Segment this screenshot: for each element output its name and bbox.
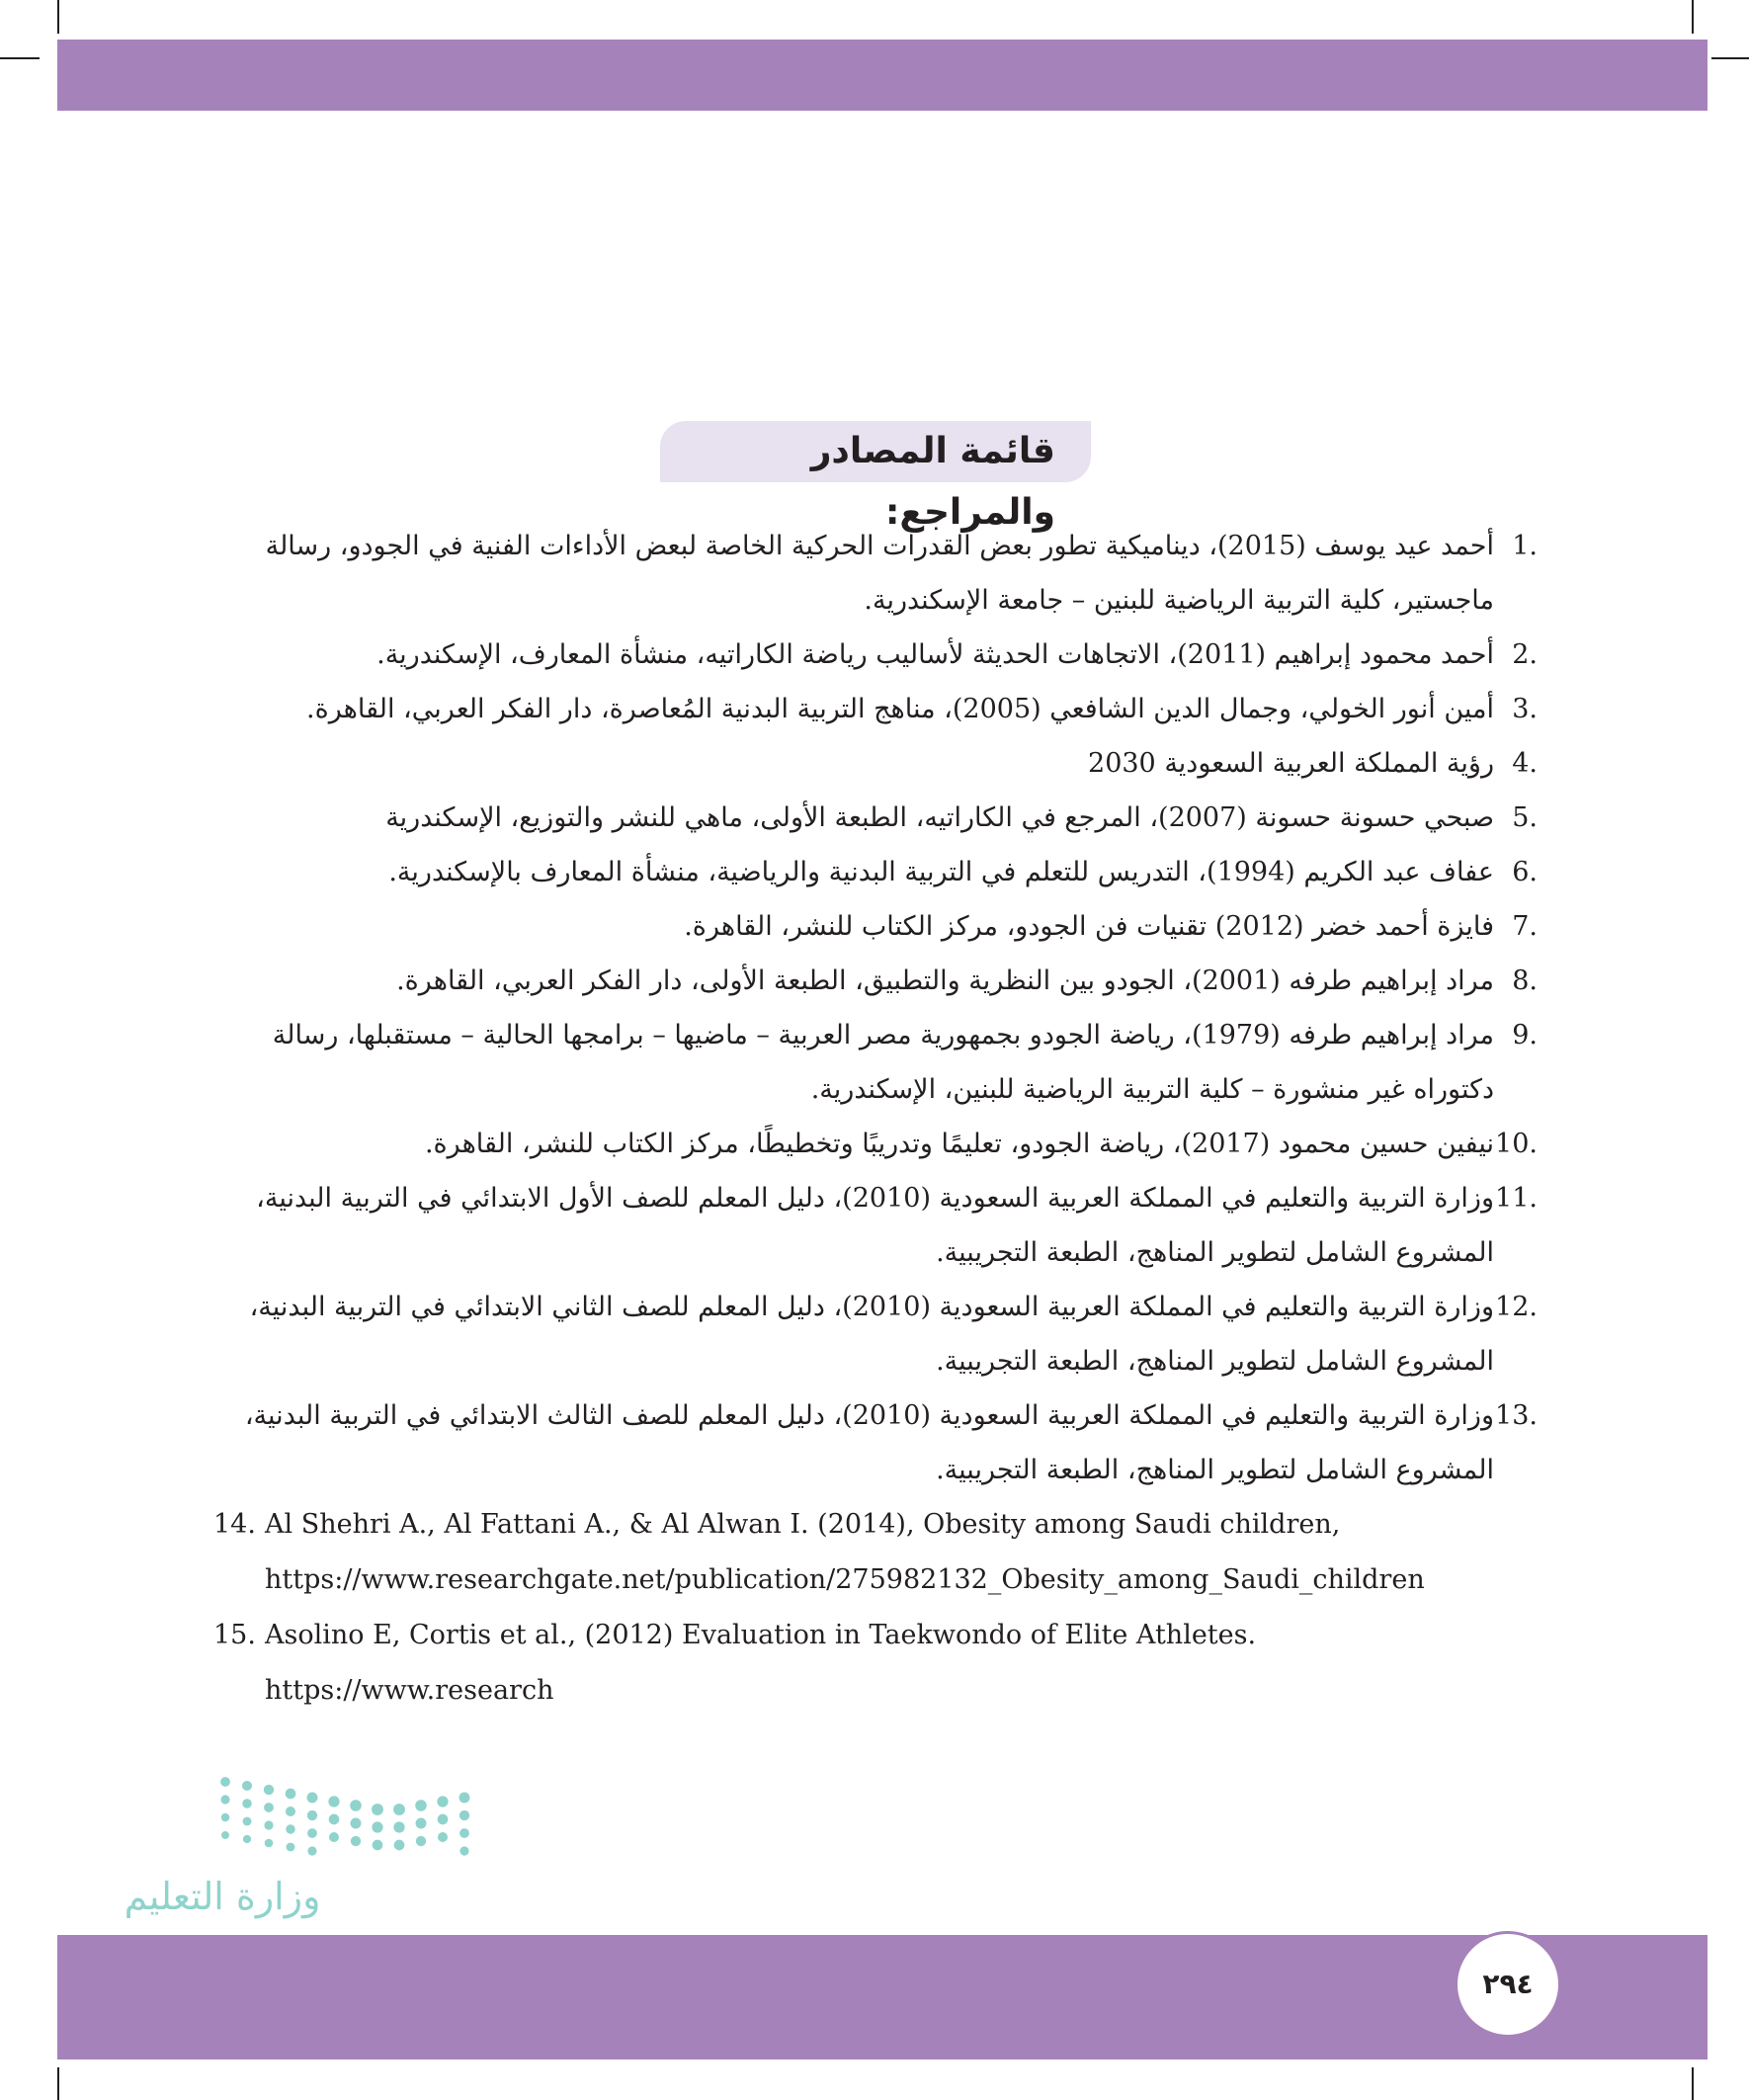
reference-text: مراد إبراهيم طرفه (2001)، الجودو بين النظرية والتطبيق، الطبعة الأولى، دار الفكر العربي، القاهرة. — [396, 966, 1494, 996]
logo-dot — [243, 1817, 252, 1826]
logo-dot — [286, 1806, 295, 1816]
logo-dot — [221, 1831, 229, 1839]
logo-dot — [264, 1803, 274, 1812]
reference-text: نيفين حسين محمود (2017)، رياضة الجودو، تعليمًا وتدريبًا وتخطيطًا، مركز الكتاب للنشر، القاهرة. — [424, 1129, 1494, 1159]
logo-dot — [264, 1820, 273, 1829]
logo-dot — [459, 1828, 469, 1838]
top-header-band — [57, 40, 1707, 111]
page-number: ٢٩٤ — [1482, 1968, 1534, 2000]
reference-text: فايزة أحمد خضر (2012) تقنيات فن الجودو، مركز الكتاب للنشر، القاهرة. — [684, 911, 1494, 942]
reference-item — [213, 1608, 1538, 1719]
reference-text: أحمد محمود إبراهيم (2011)، الاتجاهات الحديثة لأساليب رياضة الكاراتيه، منشأة المعارف، الإسكندرية. — [376, 639, 1494, 670]
reference-item — [213, 791, 1538, 845]
logo-dot — [307, 1810, 317, 1820]
reference-item — [213, 519, 1538, 628]
reference-number: 13. — [1495, 1400, 1538, 1431]
logo-dot — [221, 1813, 230, 1822]
reference-item — [213, 845, 1538, 899]
logo-dot — [350, 1800, 362, 1811]
logo-dot — [307, 1793, 318, 1804]
reference-number: 3. — [1512, 694, 1538, 724]
crop-mark-top-left-v — [57, 0, 59, 34]
reference-number: 4. — [1512, 748, 1538, 779]
logo-dot — [438, 1832, 448, 1842]
reference-item — [213, 1497, 1538, 1608]
reference-number: 8. — [1512, 966, 1538, 996]
reference-text: رؤية المملكة العربية السعودية 2030 — [1088, 748, 1494, 779]
reference-number: 1. — [1512, 531, 1538, 561]
ministry-logo-text: وزارة التعليم — [124, 1875, 321, 1918]
reference-text: صبحي حسونة حسونة (2007)، المرجع في الكاراتيه، الطبعة الأولى، ماهي للنشر والتوزيع، الإسكندرية — [385, 802, 1494, 833]
logo-dot — [329, 1814, 340, 1825]
logo-dot — [415, 1800, 427, 1811]
logo-dot — [220, 1795, 229, 1804]
reference-number: 9. — [1512, 1020, 1538, 1050]
logo-dot — [394, 1840, 405, 1851]
reference-text: مراد إبراهيم طرفه (1979)، رياضة الجودو بجمهورية مصر العربية – ماضيها – برامجها الحالية – مستقبلها، رسالة دكتوراه غير منشورة – كلية التربية الرياضية للبنين، الإسكندرية. — [272, 1020, 1494, 1105]
reference-item — [213, 1388, 1538, 1497]
logo-dot — [220, 1777, 230, 1787]
references-list — [213, 519, 1538, 1719]
reference-text: وزارة التربية والتعليم في المملكة العربية السعودية (2010)، دليل المعلم للصف الثاني الابتدائي في التربية البدنية، المشروع الشامل لتطوير المناهج، الطبعة التجريبية. — [249, 1292, 1494, 1377]
logo-dot — [287, 1843, 295, 1852]
logo-dot — [416, 1818, 427, 1829]
reference-text: وزارة التربية والتعليم في المملكة العربية السعودية (2010)، دليل المعلم للصف الأول الابتدائي في التربية البدنية، المشروع الشامل لتطوير المناهج، الطبعة التجريبية. — [256, 1183, 1494, 1268]
reference-item — [213, 1171, 1538, 1280]
reference-item — [213, 736, 1538, 791]
reference-number: 10. — [1495, 1129, 1538, 1159]
reference-text: أحمد عيد يوسف (2015)، ديناميكية تطور بعض القدرات الحركية الخاصة لبعض الأداءات الفنية في الجودو، رسالة ماجستير، كلية التربية الرياضية للبنين – جامعة الإسكندرية. — [265, 531, 1494, 616]
reference-text: أمين أنور الخولي، وجمال الدين الشافعي (2005)، مناهج التربية البدنية المُعاصرة، دار الفكر العربي، القاهرة. — [306, 694, 1494, 724]
reference-item — [213, 1008, 1538, 1117]
reference-number: 2. — [1512, 639, 1538, 670]
logo-dot — [393, 1804, 405, 1815]
logo-dot — [393, 1821, 404, 1832]
reference-text: Al Shehri A., Al Fattani A., & Al Alwan I. (2014), Obesity among Saudi children, https://www.researchgate.net/publication/275982132_Obesity_among_Saudi_children — [265, 1509, 1425, 1595]
reference-number: 5. — [1512, 802, 1538, 833]
logo-dot — [372, 1821, 382, 1832]
reference-item — [213, 954, 1538, 1008]
logo-dot — [459, 1810, 469, 1820]
logo-dot — [264, 1785, 274, 1795]
reference-item — [213, 899, 1538, 954]
logo-dot — [437, 1796, 448, 1806]
reference-text: وزارة التربية والتعليم في المملكة العربية السعودية (2010)، دليل المعلم للصف الثالث الابتدائي في التربية البدنية، المشروع الشامل لتطوير المناهج، الطبعة التجريبية. — [244, 1400, 1494, 1485]
logo-dot — [438, 1814, 449, 1825]
logo-dot — [329, 1832, 339, 1842]
crop-mark-top-right-h — [1711, 57, 1749, 59]
logo-dot — [286, 1789, 296, 1800]
reference-text: عفاف عبد الكريم (1994)، التدريس للتعلم في التربية البدنية والرياضية، منشأة المعارف بالإسكندرية. — [388, 857, 1494, 887]
reference-item — [213, 1117, 1538, 1171]
logo-dot — [373, 1840, 383, 1851]
logo-dot — [243, 1835, 251, 1843]
reference-number: 14. — [213, 1509, 256, 1540]
logo-dot — [459, 1846, 468, 1855]
crop-mark-bottom-left-v — [57, 2067, 59, 2100]
logo-dot — [242, 1781, 252, 1791]
page-heading: قائمة المصادر والمراجع: — [810, 431, 1055, 533]
crop-mark-top-right-v — [1692, 0, 1694, 34]
reference-item — [213, 1280, 1538, 1388]
crop-mark-top-left-h — [0, 57, 40, 59]
logo-dot — [328, 1796, 339, 1806]
reference-number: 7. — [1512, 911, 1538, 942]
reference-number: 12. — [1495, 1292, 1538, 1322]
logo-dot — [242, 1799, 251, 1807]
reference-number: 15. — [213, 1620, 256, 1650]
logo-dot — [372, 1804, 383, 1815]
logo-dot — [351, 1836, 361, 1846]
logo-dot — [286, 1824, 294, 1833]
logo-dot — [459, 1793, 470, 1804]
reference-item — [213, 682, 1538, 736]
reference-number: 11. — [1495, 1183, 1538, 1214]
reference-text: Asolino E, Cortis et al., (2012) Evaluation in Taekwondo of Elite Athletes. https://www.research — [265, 1620, 1257, 1706]
logo-dot — [265, 1839, 274, 1848]
reference-item — [213, 628, 1538, 682]
logo-dot — [307, 1828, 317, 1838]
logo-dot — [416, 1836, 426, 1846]
logo-dot — [351, 1818, 362, 1829]
reference-number: 6. — [1512, 857, 1538, 887]
crop-mark-bottom-right-v — [1692, 2067, 1694, 2100]
logo-dot — [307, 1846, 316, 1855]
